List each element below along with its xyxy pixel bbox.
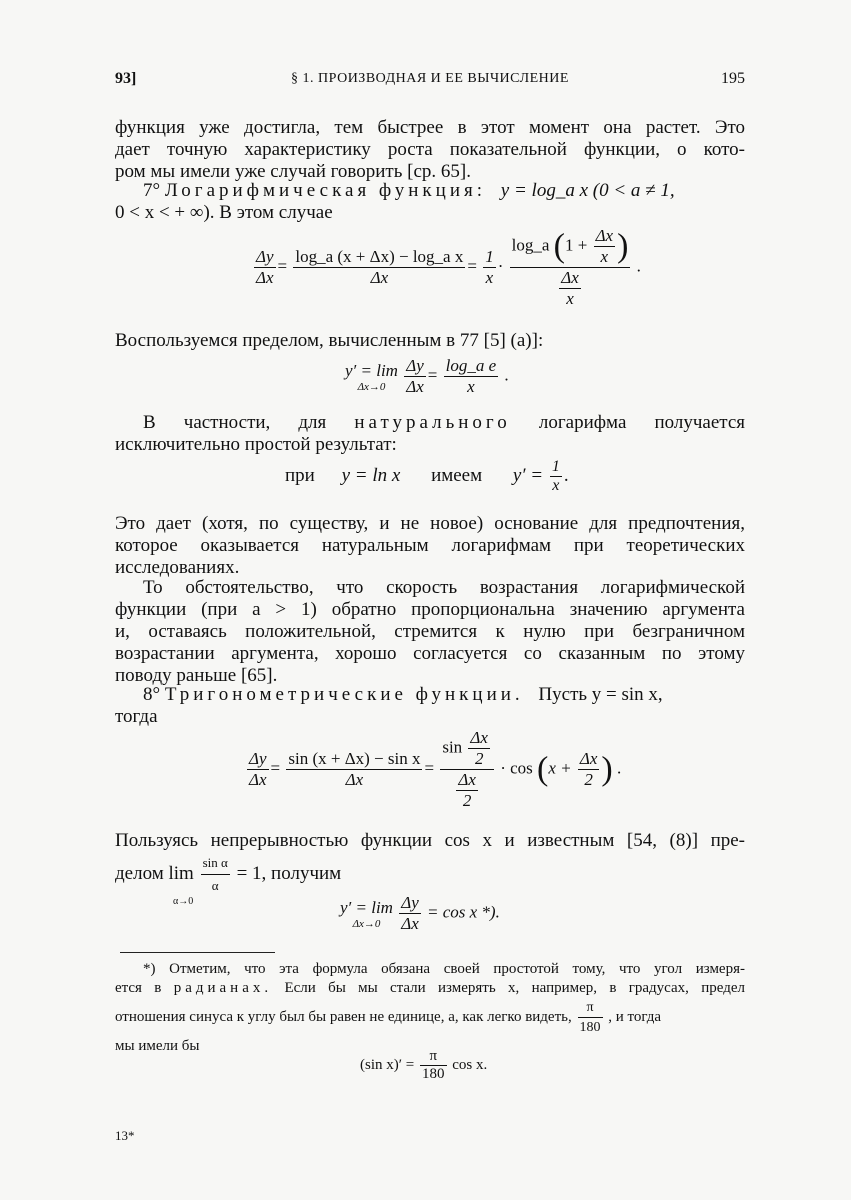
paragraph-1 <box>115 117 745 183</box>
page-header <box>115 70 745 94</box>
formula-log-limit: y′ = lim Δx→0 $\frac{\Delta y}{\Delta x}$ = $\frac{\text{log\_a e}}{x}$ . <box>345 356 509 396</box>
formula-ln: при y = ln x имеем y′ = $\frac{1}{x}$ . <box>285 458 569 494</box>
formula-sin-limit: y′ = lim Δx→0 $\frac{\Delta y}{\Delta x}$ = cos x *). <box>340 893 500 933</box>
footnote-formula: (sin x)′ = $\frac{\pi}{180}$ cos x. <box>360 1048 488 1082</box>
section-ref: 93] <box>115 70 137 87</box>
footnote-divider <box>120 952 275 953</box>
item-7 <box>115 180 745 224</box>
page-number: 195 <box>721 70 745 87</box>
paragraph-3: В частности, для натурального логарифма получается исключительно простой результат: <box>115 412 745 455</box>
formula-log-derivative: $\frac{\Delta y}{\Delta x}$ = $\frac{\text{log\_a (x + Δx) − log\_a x}}{\Delta x}$ = $\frac{1}{x}$ · log_a (1 + $\frac{\Delta x}{x}$ ) $\frac{\Delta x}{x}$ . <box>256 226 641 308</box>
item-condition: y = log_a x (0 < a ≠ 1, <box>500 180 675 201</box>
item-8: 8° Тригонометрические функции. Пусть y = sin x, тогда <box>115 684 663 727</box>
paragraph-2: Воспользуемся пределом, вычисленным в 77 [5] (а)]: <box>115 330 544 351</box>
item-heading: Логарифмическая функция: <box>164 180 487 201</box>
text-line: дает точную характеристику роста показательной функции, о кото- <box>115 139 745 160</box>
formula-sin-derivative: $\frac{\Delta y}{\Delta x}$ = $\frac{\text{sin (x + Δx) − sin x}}{\Delta x}$ = sin $\frac{\Delta x}{2}$ $\frac{\Delta x}{2}$ · cos (x + $\frac{\Delta x}{2}$ ) . <box>249 728 622 810</box>
text-line: 0 < x < + ∞). В этом случае <box>115 202 333 223</box>
item-number: 7° <box>143 180 161 201</box>
paragraph-4: Это дает (хотя, по существу, и не новое) основание для предпочтения, которое оказывается натуральным логарифмам при теоретических исследованиях. <box>115 513 745 578</box>
running-title: § 1. ПРОИЗВОДНАЯ И ЕЕ ВЫЧИСЛЕНИЕ <box>291 71 569 86</box>
signature-mark: 13* <box>115 1128 135 1143</box>
paragraph-6: Пользуясь непрерывностью функции cos x и известным [54, (8)] пре- делом lim $\frac{\text{sin α}}{\alpha}$ = 1, получим α→0 <box>115 830 745 907</box>
text-line: функция уже достигла, тем быстрее в этот момент она растет. Это <box>115 117 745 138</box>
text-line: ром мы имели уже случай говорить [ср. 65]. <box>115 161 471 182</box>
paragraph-5: То обстоятельство, что скорость возрастания логарифмической функции (при a > 1) обратно пропорциональна значению аргумента и, оставаясь положительной, стремится к нулю при безграничном возрастании аргумента, хорошо согласуется со сказанным по этому поводу раньше [65]. <box>115 577 745 686</box>
footnote: *) Отметим, что эта формула обязана своей простотой тому, что угол измеря- ется в радианах. Если бы мы стали измерять x, например, в градусах, предел отношения синуса к углу был бы равен не единице, а, как легко видеть, $\frac{\pi}{180}$ , и тогда мы имели бы <box>115 961 746 1054</box>
